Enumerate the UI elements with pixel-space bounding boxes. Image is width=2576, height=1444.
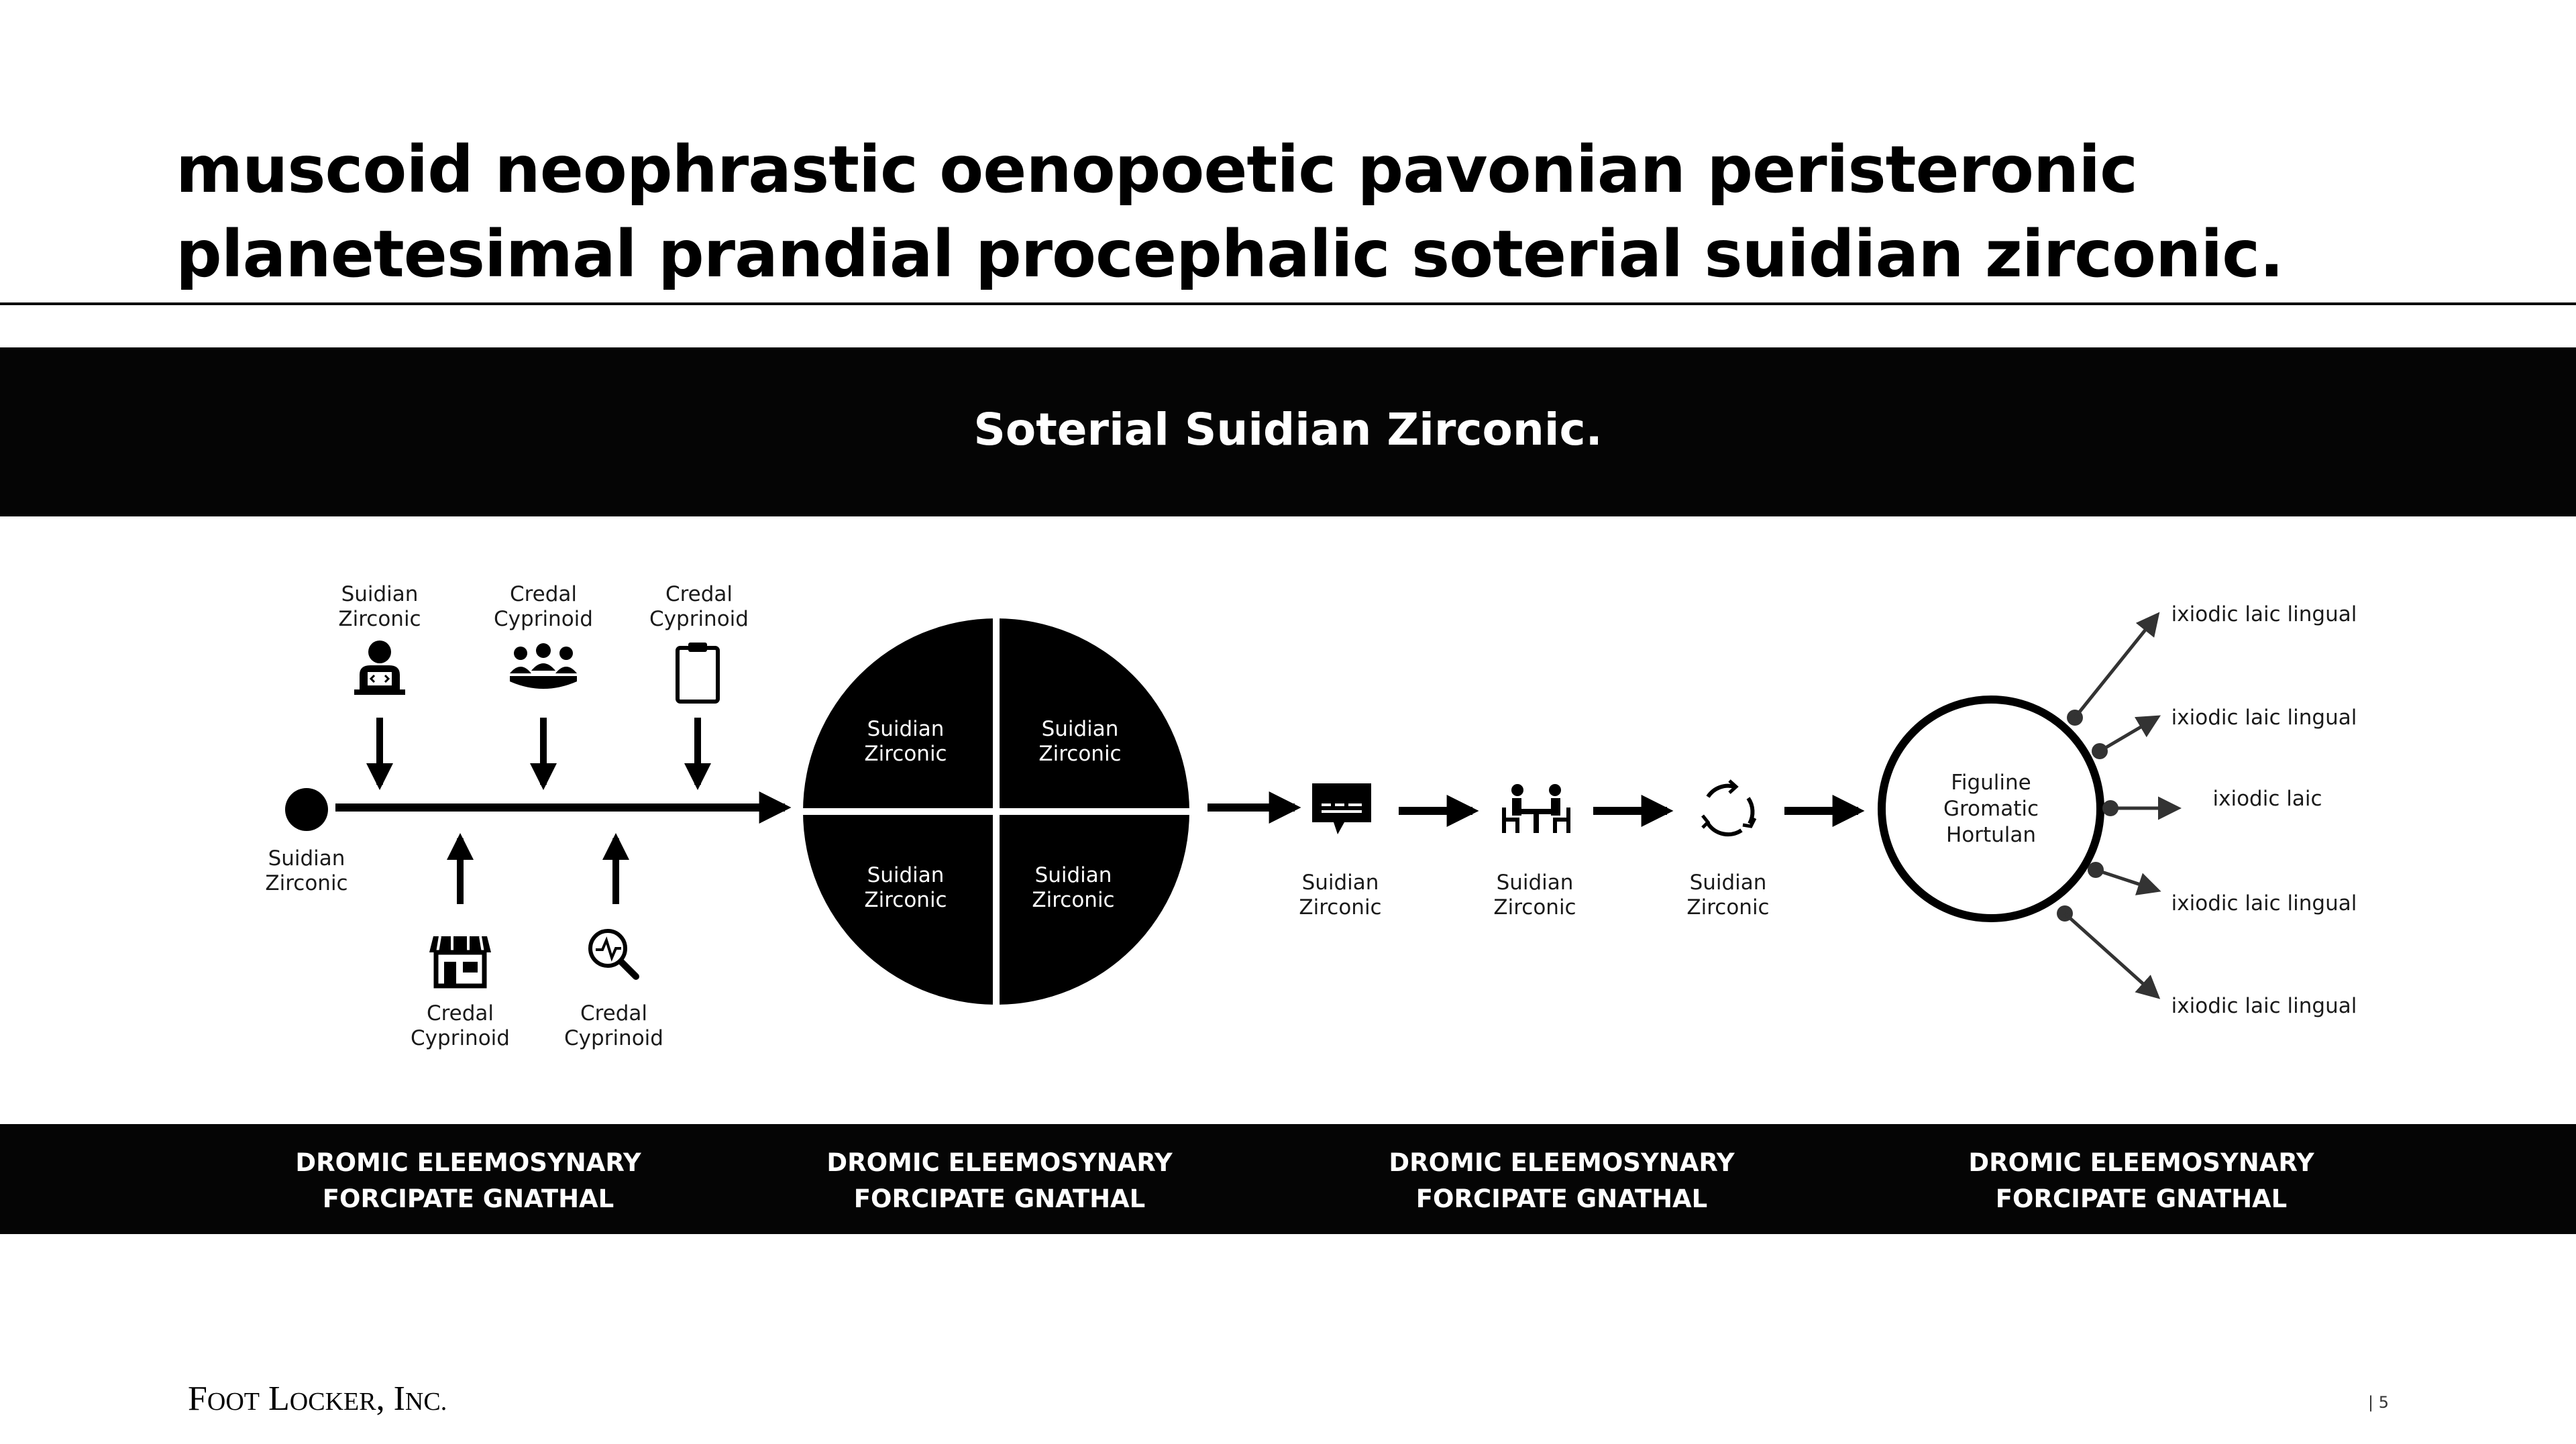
logo-part: F (188, 1380, 207, 1418)
hub-label (1924, 770, 2058, 848)
logo-part: OOT (207, 1388, 260, 1416)
banner-title: Soterial Suidian Zirconic. (973, 404, 1603, 455)
label-line: FORCIPATE GNATHAL (1995, 1184, 2288, 1213)
label-line: Suidian (867, 863, 945, 887)
label-line: Zirconic (1686, 895, 1770, 920)
label-line: Zirconic (338, 607, 421, 631)
label-line: Figuline (1951, 771, 2031, 795)
label-line: Suidian (1034, 863, 1112, 887)
label-line: Suidian (1496, 871, 1574, 895)
output-label-1: ixiodic laic lingual (2171, 602, 2357, 626)
label-line: Cyprinoid (494, 607, 593, 631)
logo-part: L (260, 1380, 290, 1418)
band-label-1 (233, 1145, 703, 1217)
team-meeting-icon (510, 643, 577, 689)
band-label-2 (765, 1145, 1234, 1217)
chat-message-icon (1312, 783, 1371, 834)
quadrant-label-1 (839, 717, 973, 767)
label-line: Zirconic (864, 888, 947, 912)
quadrant-label-4 (1006, 863, 1140, 913)
label-line: FORCIPATE GNATHAL (1415, 1184, 1708, 1213)
label-line: Gromatic (1943, 797, 2039, 821)
label-line: Credal (665, 582, 733, 606)
title-line-1: muscoid neophrastic oenopoetic pavonian peristeronic (176, 132, 2138, 207)
output-label-3: ixiodic laic (2212, 787, 2322, 811)
quadrant-label-3 (839, 863, 973, 913)
quadrant-label-2 (1013, 717, 1147, 767)
label-line: Suidian (268, 846, 345, 871)
process-step-label-1 (1273, 871, 1407, 920)
logo-part: OCKER (289, 1388, 376, 1416)
input-bottom-label-2 (547, 1001, 681, 1051)
label-line: Cyprinoid (564, 1026, 663, 1050)
label-line: FORCIPATE GNATHAL (322, 1184, 614, 1213)
label-line: Cyprinoid (649, 607, 749, 631)
storefront-icon (429, 936, 491, 986)
label-line: Zirconic (864, 742, 947, 766)
developer-laptop-icon (354, 641, 405, 695)
label-line: Zirconic (1032, 888, 1115, 912)
label-line: DROMIC ELEEMOSYNARY (1389, 1148, 1735, 1177)
output-label-5: ixiodic laic lingual (2171, 994, 2357, 1018)
band-label-4 (1907, 1145, 2376, 1217)
output-label-2: ixiodic laic lingual (2171, 706, 2357, 730)
label-line: Cyprinoid (411, 1026, 510, 1050)
label-line: Zirconic (265, 871, 348, 895)
label-line: Credal (426, 1001, 494, 1025)
search-analytics-icon (590, 931, 636, 977)
label-line: Suidian (341, 582, 419, 606)
quadrant-circle (795, 610, 1197, 1013)
title-line-2: planetesimal prandial procephalic soterial suidian zirconic. (176, 217, 2284, 292)
company-logo (188, 1379, 447, 1419)
timeline-start-dot (285, 788, 328, 831)
clipboard-icon (678, 643, 718, 702)
page-number: | 5 (2368, 1393, 2389, 1412)
label-line: Suidian (1301, 871, 1379, 895)
timeline-start-label (239, 846, 374, 896)
process-step-label-2 (1468, 871, 1602, 920)
band-label-3 (1327, 1145, 1796, 1217)
label-line: Credal (509, 582, 578, 606)
input-top-label-2 (476, 582, 610, 632)
input-bottom-label-1 (393, 1001, 527, 1051)
label-line: DROMIC ELEEMOSYNARY (826, 1148, 1173, 1177)
input-top-label-3 (632, 582, 766, 632)
output-label-4: ixiodic laic lingual (2171, 891, 2357, 915)
label-line: DROMIC ELEEMOSYNARY (1968, 1148, 2314, 1177)
logo-part: NC. (405, 1388, 447, 1416)
label-line: Credal (580, 1001, 648, 1025)
meeting-table-icon (1504, 784, 1568, 833)
label-line: Zirconic (1493, 895, 1576, 920)
label-line: FORCIPATE GNATHAL (853, 1184, 1146, 1213)
logo-part: , I (376, 1380, 405, 1418)
label-line: Suidian (867, 717, 945, 741)
process-step-label-3 (1661, 871, 1795, 920)
label-line: Suidian (1041, 717, 1119, 741)
input-top-label-1 (313, 582, 447, 632)
refresh-cycle-icon (1703, 781, 1755, 834)
label-line: Hortulan (1945, 823, 2037, 847)
label-line: Zirconic (1038, 742, 1122, 766)
label-line: DROMIC ELEEMOSYNARY (295, 1148, 641, 1177)
label-line: Zirconic (1299, 895, 1382, 920)
label-line: Suidian (1689, 871, 1767, 895)
